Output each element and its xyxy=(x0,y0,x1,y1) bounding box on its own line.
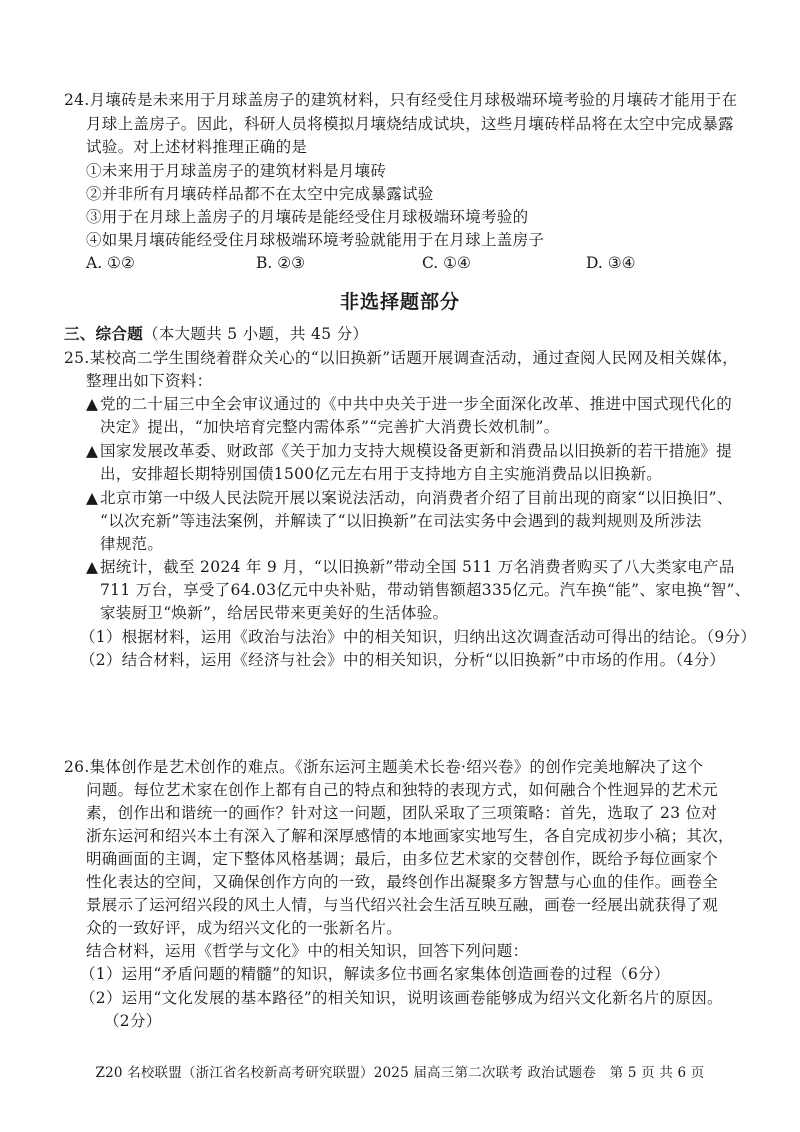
q25-bullet-1-line-2: 决定》提出，“加快培育完整内需体系”“完善扩大消费长效机制”。 xyxy=(100,418,560,436)
q26-line-3: 素，创作出和谐统一的画作？针对这一问题，团队采取了三项策略：首先，选取了 23 位对 xyxy=(86,804,718,822)
triangle-bullet-icon: ▲ xyxy=(86,442,99,460)
q25-line-1: 25.某校高二学生围绕着群众关心的“以旧换新”话题开展调查活动，通过查阅人民网及相关媒体， xyxy=(64,349,739,367)
q24-option-c: C. ①④ xyxy=(422,254,471,272)
q24-statement-2: ②并非所有月壤砖样品都不在太空中完成暴露试验 xyxy=(86,185,434,203)
q24-line-2: 月球上盖房子。因此，科研人员将模拟月壤烧结成试块，这些月壤砖样品将在太空中完成暴露 xyxy=(86,115,734,133)
q25-number: 25. xyxy=(64,349,90,367)
triangle-bullet-icon: ▲ xyxy=(86,558,99,576)
q25-bullet-1-line-1: ▲ 党的二十届三中全会审议通过的《中共中央关于进一步全面深化改革、推进中国式现代化的 xyxy=(86,395,733,413)
page-footer: Z20 名校联盟（浙江省名校新高考研究联盟）2025 届高三第二次联考 政治试题卷 第 5 页 共 6 页 xyxy=(95,1065,705,1081)
q24-option-b: B. ②③ xyxy=(256,254,306,272)
part3-heading xyxy=(64,324,368,344)
section-title: 非选择题部分 xyxy=(339,291,460,313)
q26-line-7: 景展示了运河绍兴段的风土人情，与当代绍兴社会生活互映互融，画卷一经展出就获得了观 xyxy=(86,896,719,914)
q25-bullet-2-line-1: ▲ 国家发展改革委、财政部《关于加力支持大规模设备更新和消费品以旧换新的若干措施》提 xyxy=(86,442,733,460)
q25-bullet-3-line-3: 律规范。 xyxy=(100,535,164,553)
q24-option-a: A. ①② xyxy=(86,254,135,272)
q24-statement-3: ③用于在月球上盖房子的月壤砖是能经受住月球极端环境考验的 xyxy=(86,208,529,226)
q24-number: 24. xyxy=(64,91,90,109)
q25-bullet-4-line-1: ▲ 据统计，截至 2024 年 9 月，“以旧换新”带动全国 511 万名消费者购买了八大类家电产品 xyxy=(86,558,735,576)
triangle-bullet-icon: ▲ xyxy=(86,395,99,413)
q26-line-4: 浙东运河和绍兴本土有深入了解和深厚感情的本地画家实地写生，各自完成初步小稿；其次， xyxy=(86,827,734,845)
q26-line-2: 问题。每位艺术家在创作上都有自己的特点和独特的表现方式，如何融合个性迥异的艺术元 xyxy=(86,781,719,799)
q26-question-1: （1）运用“矛盾问题的精髓”的知识，解读多位书画名家集体创造画卷的过程（6分） xyxy=(80,965,670,983)
q25-question-2: （2）结合材料，运用《经济与社会》中的相关知识，分析“以旧换新”中市场的作用。（4分） xyxy=(80,651,726,669)
q26-line-8: 众的一致好评，成为绍兴文化的一张新名片。 xyxy=(86,919,403,937)
q26-line-1: 26.集体创作是艺术创作的难点。《浙东运河主题美术长卷·绍兴卷》的创作完美地解决了这个 xyxy=(64,758,704,776)
q26-question-2: （2）运用“文化发展的基本路径”的相关知识，说明该画卷能够成为绍兴文化新名片的原因。 xyxy=(80,989,723,1007)
part3-label: 三、综合题 xyxy=(64,324,144,343)
q24-line-3: 试验。对上述材料推理正确的是 xyxy=(86,138,308,156)
q24-statement-1: ①未来用于月球盖房子的建筑材料是月壤砖 xyxy=(86,162,387,180)
triangle-bullet-icon: ▲ xyxy=(86,489,99,507)
q26-line-6: 性化表达的空间，又确保创作方向的一致，最终创作出凝聚多方智慧与心血的佳作。画卷全 xyxy=(86,873,719,891)
q25-question-1: （1）根据材料，运用《政治与法治》中的相关知识，归纳出这次调查活动可得出的结论。（9分） xyxy=(80,628,757,646)
q24-option-d: D. ③④ xyxy=(586,254,636,272)
q24-statement-4: ④如果月壤砖能经受住月球极端环境考验就能用于在月球上盖房子 xyxy=(86,231,545,249)
q25-bullet-3-line-2: “以次充新”等违法案例，并解读了“以旧换新”在司法实务中会遇到的裁判规则及所涉法 xyxy=(100,512,702,530)
q26-lead: 结合材料，运用《哲学与文化》中的相关知识，回答下列问题： xyxy=(86,942,529,960)
q26-line-5: 明确画面的主调，定下整体风格基调；最后，由多位艺术家的交替创作，既给予每位画家个 xyxy=(86,850,719,868)
q26-number: 26. xyxy=(64,758,90,776)
q25-bullet-3-line-1: ▲ 北京市第一中级人民法院开展以案说法活动，向消费者介绍了目前出现的商家“以旧换旧”、 xyxy=(86,489,733,507)
q25-bullet-4-line-3: 家装厨卫“焕新”，给居民带来更美好的生活体验。 xyxy=(100,604,449,622)
q25-line-2: 整理出如下资料： xyxy=(86,372,213,390)
q24-line-1: 24.月壤砖是未来用于月球盖房子的建筑材料，只有经受住月球极端环境考验的月壤砖才能用于在 xyxy=(64,91,738,109)
q26-question-2-points: （2分） xyxy=(104,1012,162,1030)
q25-bullet-4-line-2: 711 万台，享受了64.03亿元中央补贴，带动销售额超335亿元。汽车换“能”、家电换“智”、 xyxy=(100,581,751,599)
part3-note: （本大题共 5 小题，共 45 分） xyxy=(143,325,369,343)
q25-bullet-2-line-2: 出，安排超长期特别国债1500亿元左右用于支持地方自主实施消费品以旧换新。 xyxy=(100,465,663,483)
